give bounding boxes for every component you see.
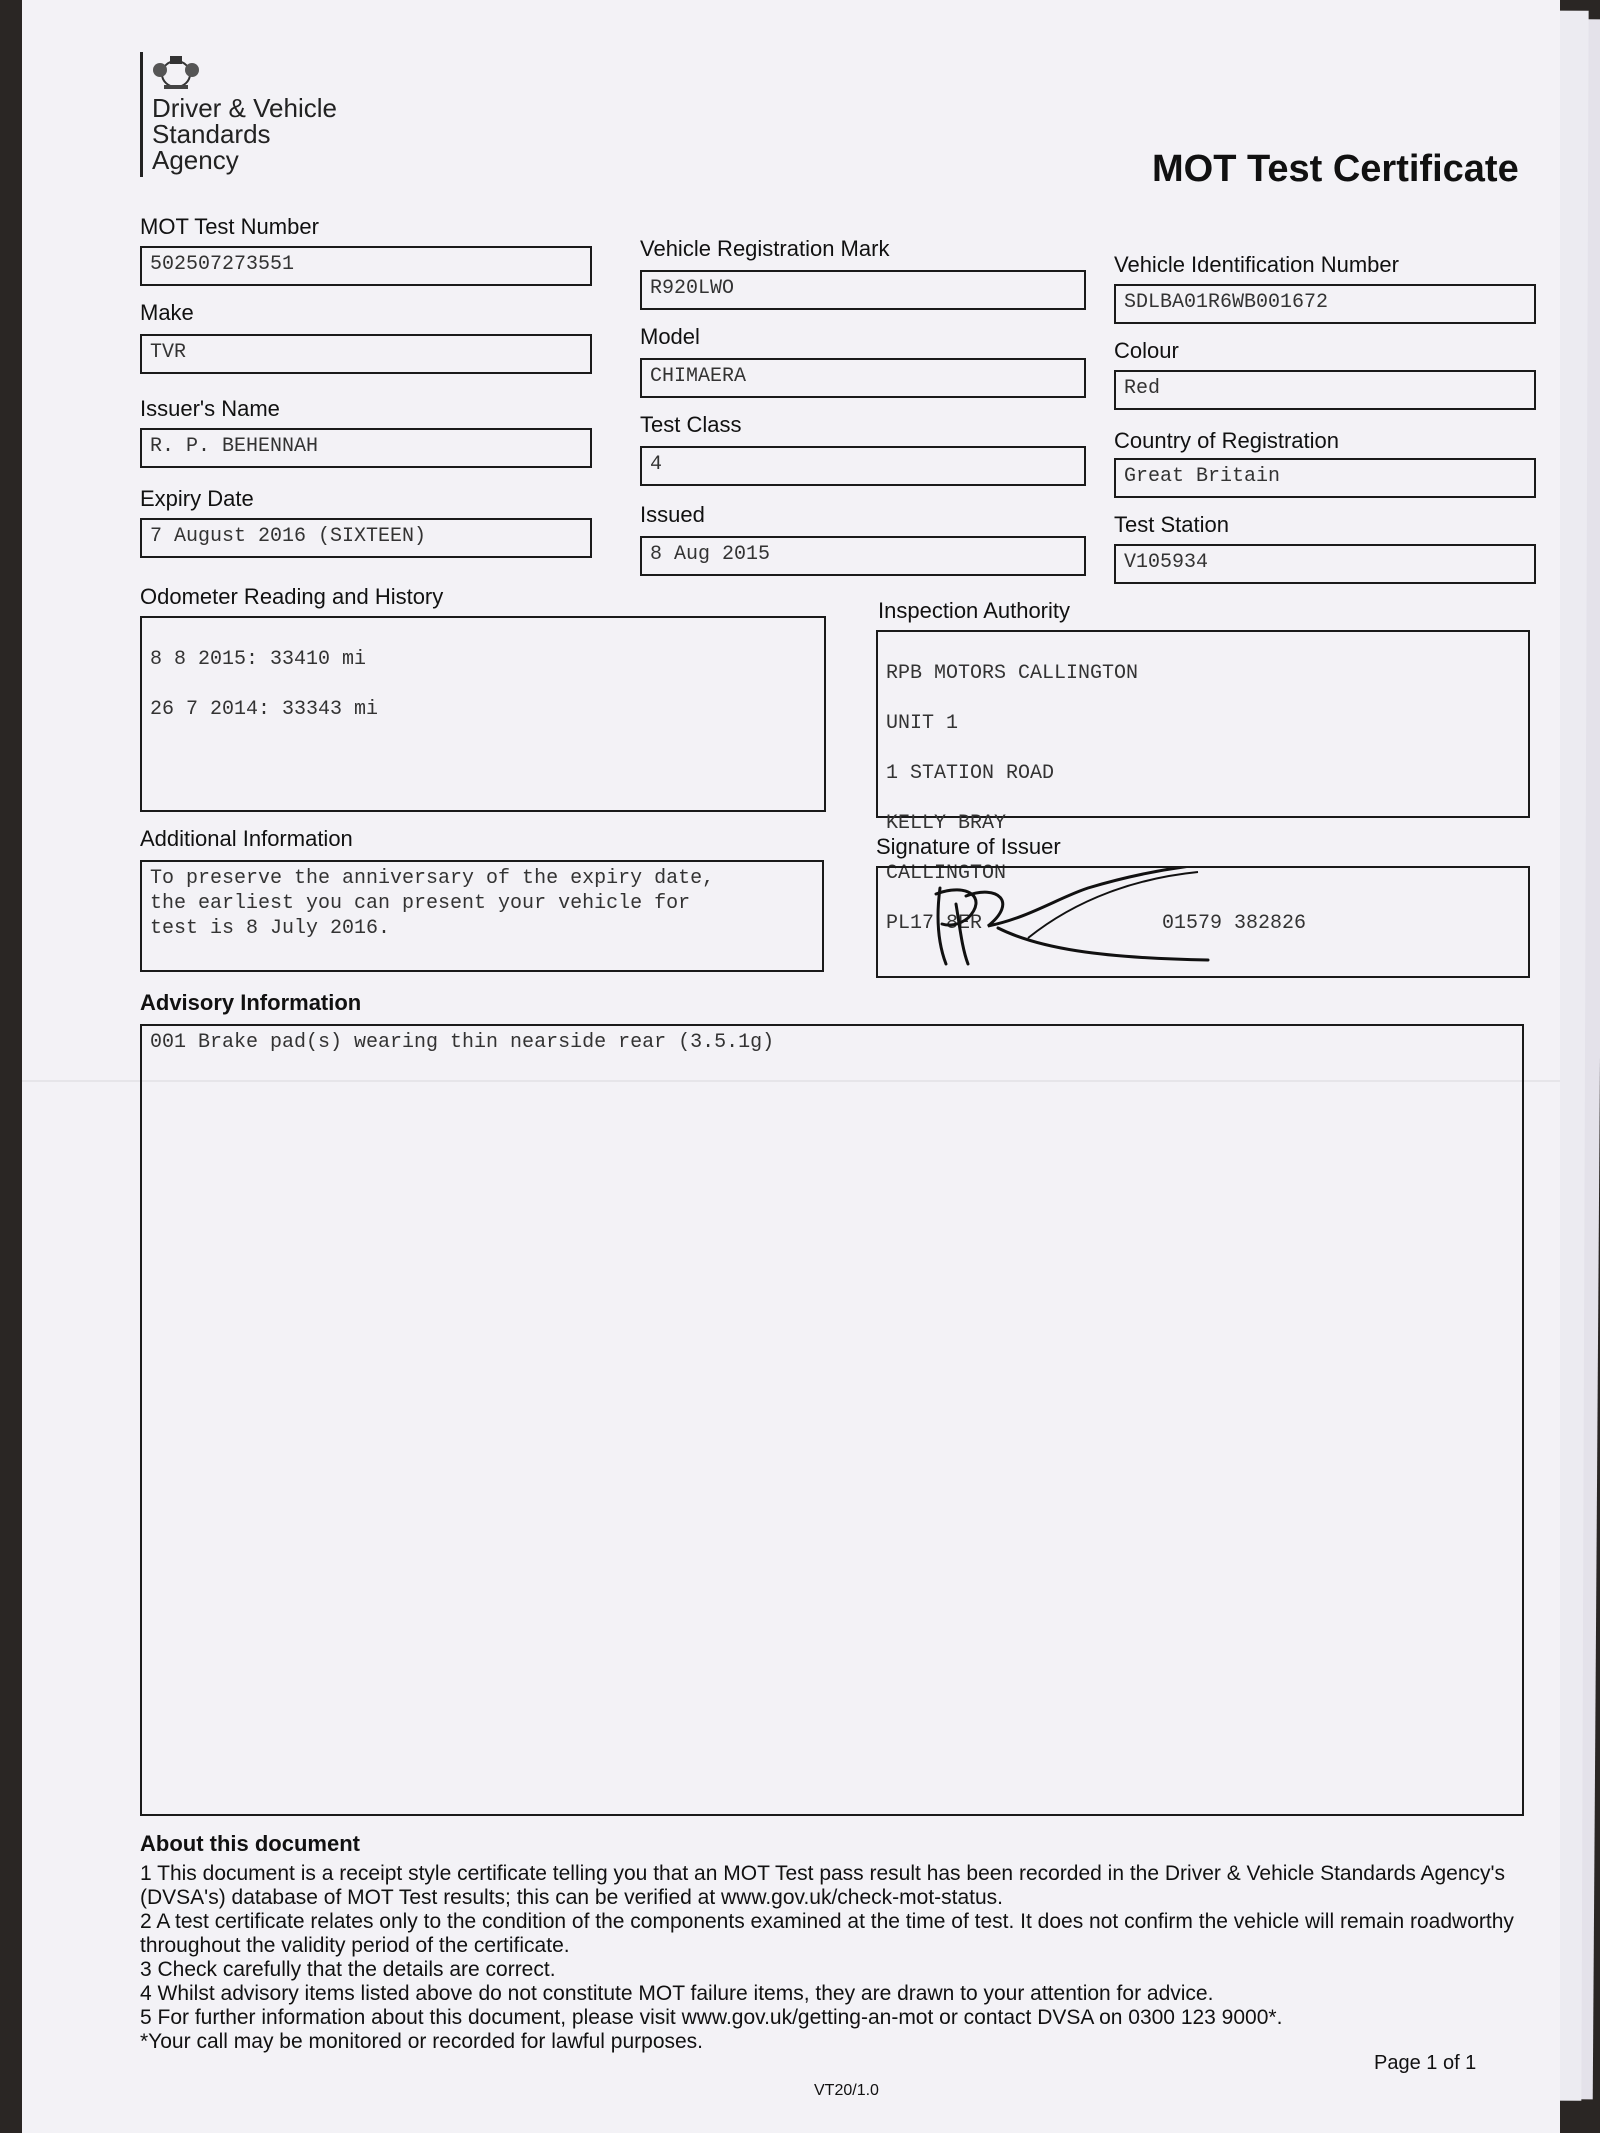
- authority-phone: 01579 382826: [1162, 912, 1307, 935]
- vin-label: Vehicle Identification Number: [1114, 252, 1399, 277]
- agency-line-2: Standards: [152, 119, 271, 149]
- about-footnote: *Your call may be monitored or recorded for lawful purposes.: [140, 2030, 704, 2053]
- about-point-3: 3 Check carefully that the details are correct.: [140, 1958, 556, 1981]
- authority-postcode: PL17 8ER: [886, 912, 983, 935]
- signature-label: Signature of Issuer: [876, 834, 1061, 859]
- certificate-page: [22, 0, 1560, 2133]
- form-code: VT20/1.0: [814, 2082, 879, 2099]
- additional-field: To preserve the anniversary of the expiry date, the earliest you can present your vehicle for test is 8 July 2016.: [140, 860, 824, 972]
- station-field: V105934: [1114, 544, 1536, 584]
- country-label: Country of Registration: [1114, 428, 1339, 453]
- issuer-label: Issuer's Name: [140, 396, 280, 421]
- authority-line: 1 STATION ROAD: [886, 762, 1055, 785]
- agency-rule: [140, 52, 143, 177]
- registration-field: R920LWO: [640, 270, 1086, 310]
- odometer-entry: 26 7 2014: 33343 mi: [150, 698, 379, 721]
- odometer-label: Odometer Reading and History: [140, 584, 444, 609]
- signature-image: [878, 868, 1518, 972]
- issued-label: Issued: [640, 502, 705, 527]
- agency-name: [152, 95, 337, 173]
- agency-line-1: Driver & Vehicle: [152, 93, 337, 123]
- test-number-field: 502507273551: [140, 246, 592, 286]
- country-field: Great Britain: [1114, 458, 1536, 498]
- odometer-field: [140, 616, 826, 812]
- page-title: MOT Test Certificate: [1152, 148, 1519, 190]
- expiry-field: 7 August 2016 (SIXTEEN): [140, 518, 592, 558]
- vin-field: SDLBA01R6WB001672: [1114, 284, 1536, 324]
- advisory-label: Advisory Information: [140, 990, 362, 1015]
- model-field: CHIMAERA: [640, 358, 1086, 398]
- page-number: Page 1 of 1: [1374, 2052, 1477, 2074]
- model-label: Model: [640, 324, 700, 349]
- about-point-5: 5 For further information about this document, please visit www.gov.uk/getting-an-mot or contact DVSA on 0300 123 9000*.: [140, 2006, 1283, 2029]
- about-heading: About this document: [140, 1831, 360, 1856]
- about-section: [140, 1832, 1540, 2054]
- authority-line: UNIT 1: [886, 712, 959, 735]
- odometer-entry: 8 8 2015: 33410 mi: [150, 648, 367, 671]
- authority-line: KELLY BRAY: [886, 812, 1007, 835]
- issuer-field: R. P. BEHENNAH: [140, 428, 592, 468]
- advisory-field: 001 Brake pad(s) wearing thin nearside rear (3.5.1g): [140, 1024, 1524, 1816]
- colour-label: Colour: [1114, 338, 1179, 363]
- test-class-label: Test Class: [640, 412, 742, 437]
- make-field: TVR: [140, 334, 592, 374]
- authority-label: Inspection Authority: [878, 598, 1071, 623]
- colour-field: Red: [1114, 370, 1536, 410]
- registration-label: Vehicle Registration Mark: [640, 236, 890, 261]
- authority-line: CALLINGTON: [886, 862, 1007, 885]
- authority-line: RPB MOTORS CALLINGTON: [886, 662, 1139, 685]
- test-class-field: 4: [640, 446, 1086, 486]
- station-label: Test Station: [1114, 512, 1229, 537]
- agency-line-3: Agency: [152, 145, 239, 175]
- issued-field: 8 Aug 2015: [640, 536, 1086, 576]
- about-point-1: 1 This document is a receipt style certificate telling you that an MOT Test pass result has been recorded in the Driver & Vehicle Standards Agency's (DVSA's) database of MOT Test results; this can be verified at www.gov.uk/check-mot-status.: [140, 1862, 1506, 1909]
- make-label: Make: [140, 300, 194, 325]
- test-number-label: MOT Test Number: [140, 214, 319, 239]
- additional-label: Additional Information: [140, 826, 353, 851]
- royal-crest-icon: [148, 52, 204, 92]
- about-point-2: 2 A test certificate relates only to the condition of the components examined at the time of test. It does not confirm the vehicle will remain roadworthy throughout the validity period of the certificate.: [140, 1910, 1514, 1957]
- expiry-label: Expiry Date: [140, 486, 254, 511]
- signature-field: [876, 866, 1530, 978]
- about-point-4: 4 Whilst advisory items listed above do not constitute MOT failure items, they are drawn to your attention for advice.: [140, 1982, 1214, 2005]
